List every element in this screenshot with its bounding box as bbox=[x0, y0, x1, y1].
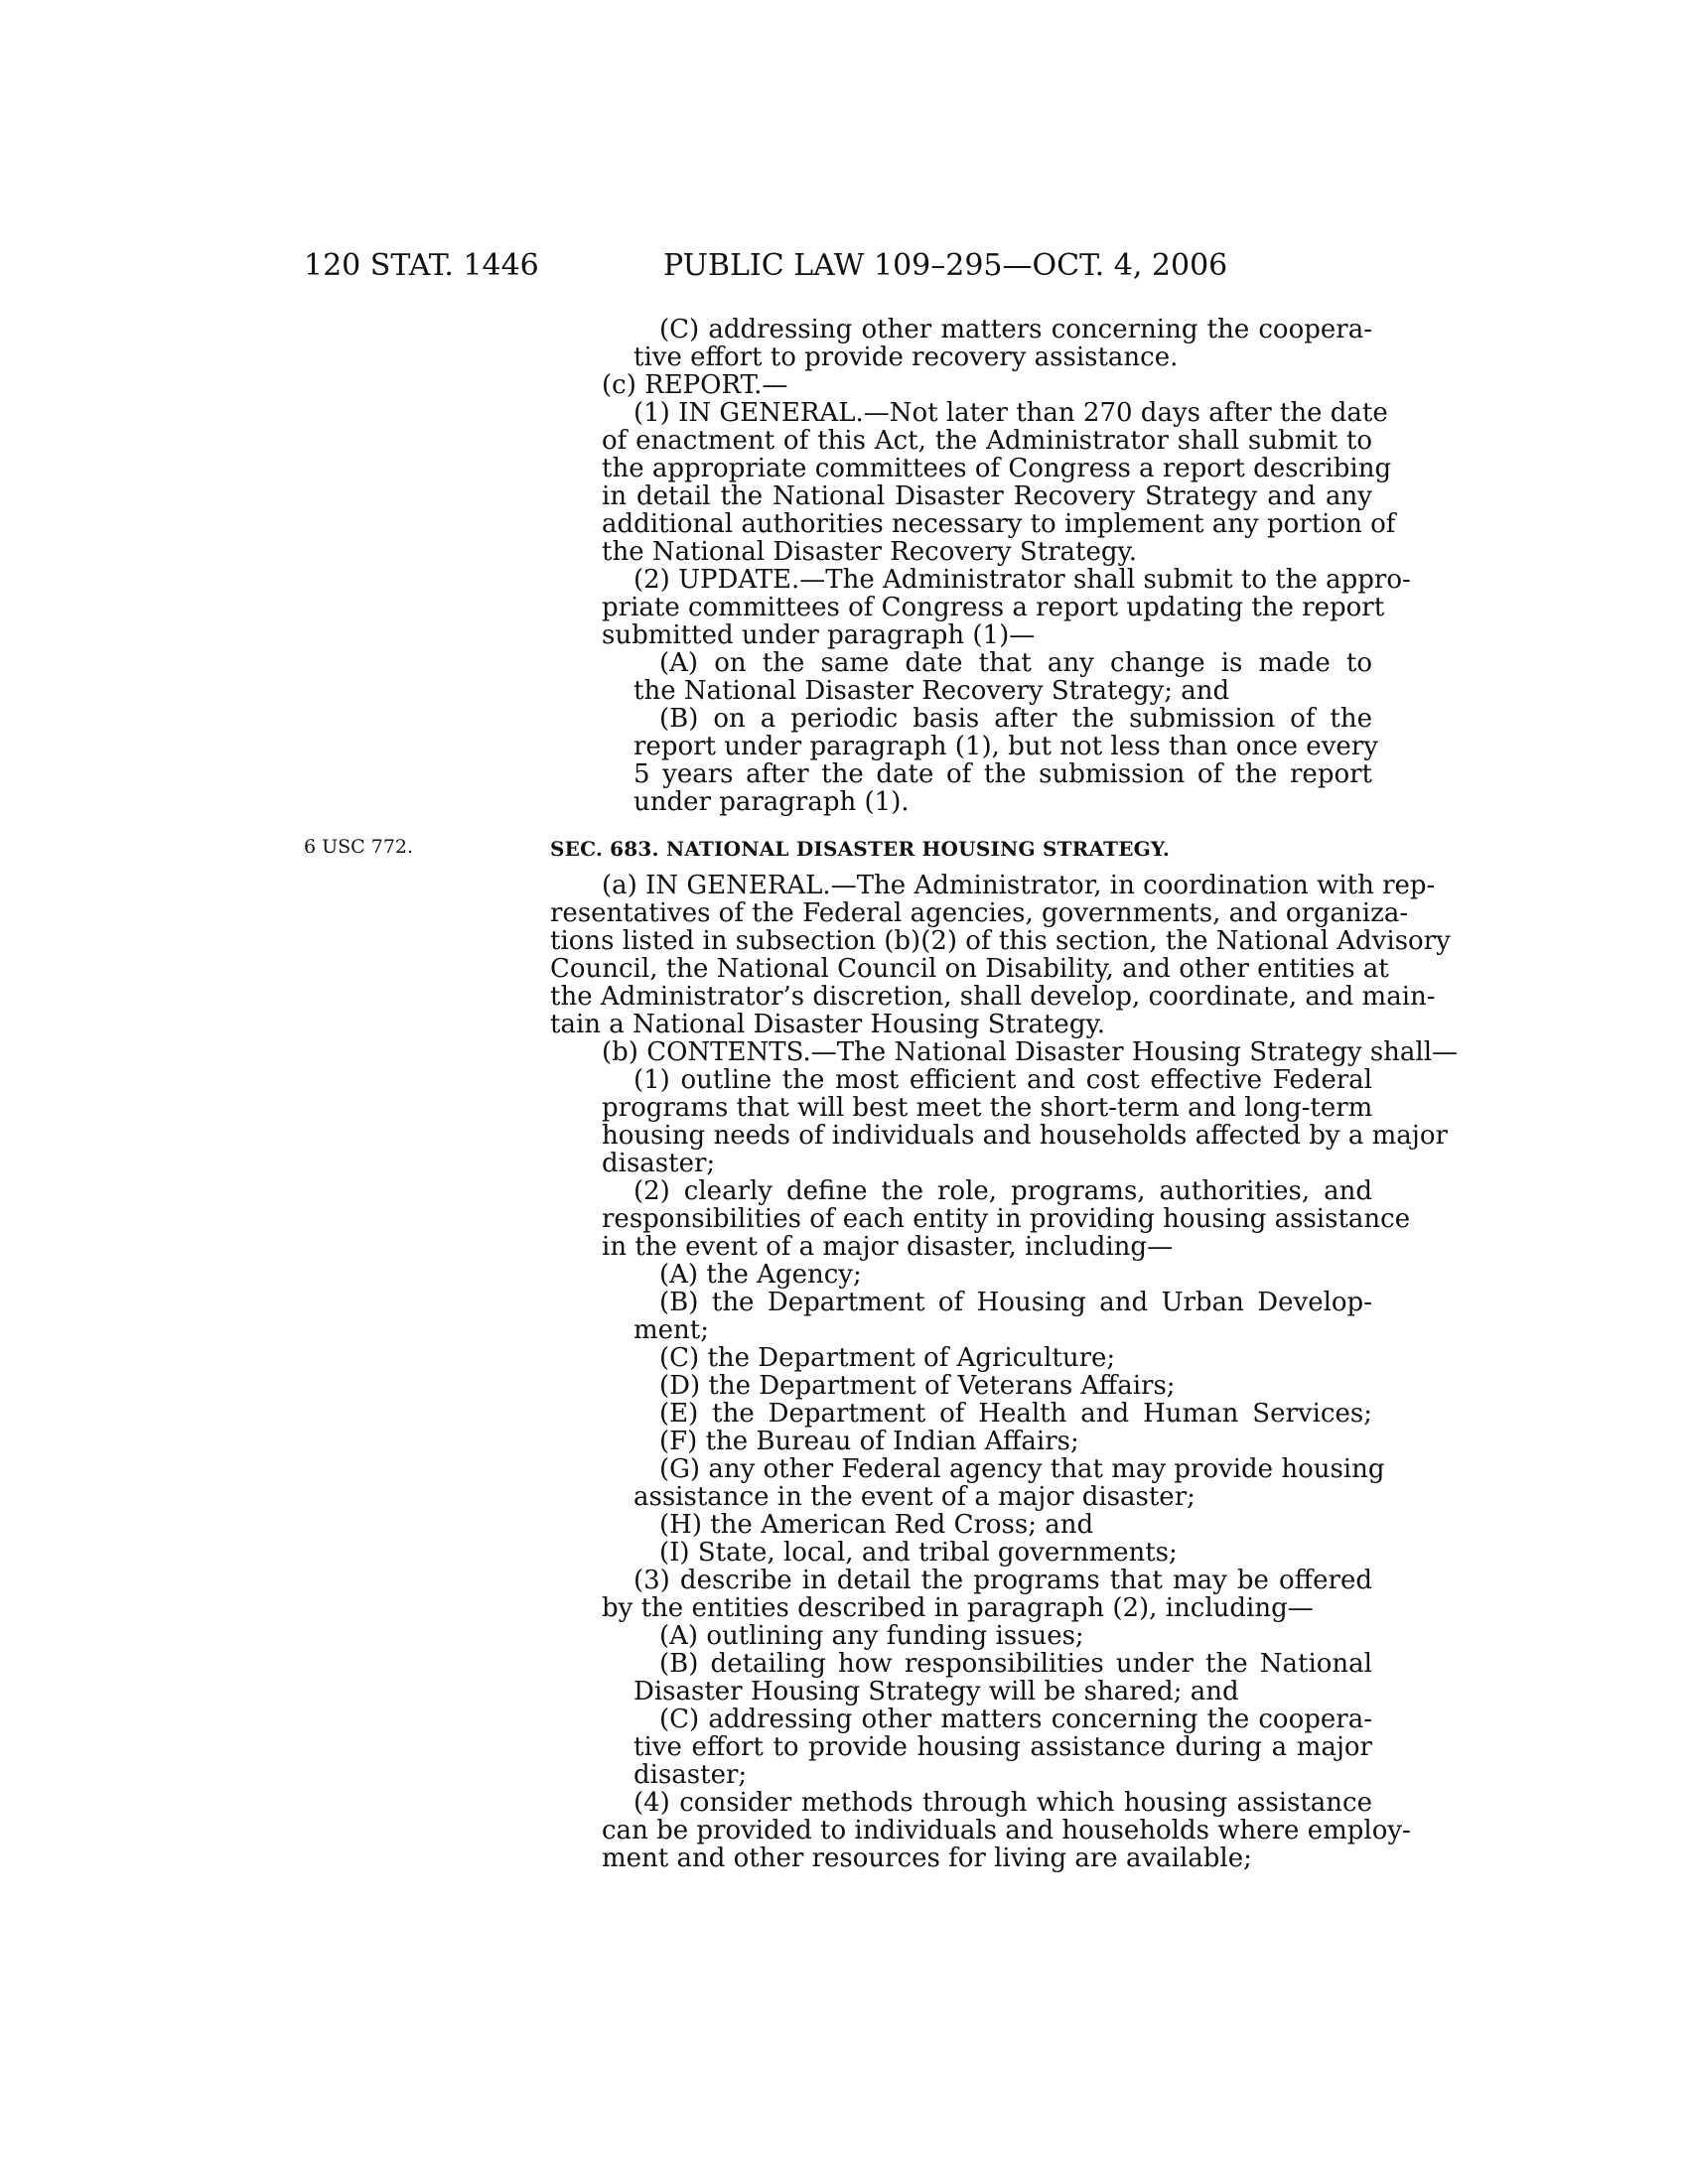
margin-note-usc: 6 USC 772. bbox=[304, 836, 414, 858]
text-line: submitted under paragraph (1)— bbox=[602, 620, 1036, 650]
text-line: can be provided to individuals and households where employ- bbox=[602, 1816, 1411, 1845]
text-line: (a) IN GENERAL.—The Administrator, in coordination with rep- bbox=[602, 871, 1436, 900]
text-line: resentatives of the Federal agencies, governments, and organiza- bbox=[550, 898, 1409, 928]
text-line: (H) the American Red Cross; and bbox=[659, 1510, 1094, 1540]
text-line: the Administrator’s discretion, shall develop, coordinate, and main- bbox=[550, 982, 1436, 1012]
text-line: (C) addressing other matters concerning the coopera- bbox=[659, 1705, 1372, 1734]
text-line: the National Disaster Recovery Strategy; and bbox=[633, 676, 1230, 706]
text-line: (c) REPORT.— bbox=[602, 370, 788, 400]
text-line: (G) any other Federal agency that may provide housing bbox=[659, 1454, 1385, 1484]
text-line: (B) detailing how responsibilities under the National bbox=[659, 1649, 1372, 1679]
text-line: by the entities described in paragraph (2), including— bbox=[602, 1593, 1314, 1623]
text-line: assistance in the event of a major disaster; bbox=[633, 1482, 1196, 1512]
stat-page-number: 120 STAT. 1446 bbox=[304, 248, 539, 283]
text-line: (E) the Department of Health and Human Services; bbox=[659, 1399, 1372, 1429]
text-line: (B) the Department of Housing and Urban Develop- bbox=[659, 1288, 1372, 1317]
text-line: (3) describe in detail the programs that may be offered bbox=[633, 1566, 1372, 1595]
text-line: in the event of a major disaster, including— bbox=[602, 1232, 1174, 1262]
text-line: (C) addressing other matters concerning the coopera- bbox=[659, 315, 1372, 344]
text-line: tive effort to provide housing assistance during a major bbox=[633, 1732, 1372, 1762]
text-line: of enactment of this Act, the Administrator shall submit to bbox=[602, 426, 1372, 456]
text-line: tive effort to provide recovery assistance. bbox=[633, 342, 1179, 372]
text-line: disaster; bbox=[602, 1149, 716, 1178]
text-line: disaster; bbox=[633, 1760, 748, 1790]
text-line: tain a National Disaster Housing Strategy. bbox=[550, 1010, 1105, 1039]
text-line: additional authorities necessary to implement any portion of bbox=[602, 509, 1396, 539]
text-line: (I) State, local, and tribal governments; bbox=[659, 1538, 1178, 1568]
text-line: housing needs of individuals and households affected by a major bbox=[602, 1121, 1448, 1151]
text-line: responsibilities of each entity in providing housing assistance bbox=[602, 1204, 1411, 1234]
text-line: the appropriate committees of Congress a report describing bbox=[602, 454, 1392, 483]
text-line: Council, the National Council on Disability, and other entities at bbox=[550, 954, 1389, 984]
text-line: (A) on the same date that any change is made to bbox=[659, 648, 1372, 678]
text-line: (2) clearly define the role, programs, authorities, and bbox=[633, 1176, 1372, 1206]
section-heading: SEC. 683. NATIONAL DISASTER HOUSING STRATEGY. bbox=[550, 837, 1170, 861]
text-line: (1) IN GENERAL.—Not later than 270 days after the date bbox=[633, 398, 1388, 428]
text-line: tions listed in subsection (b)(2) of this section, the National Advisory bbox=[550, 926, 1451, 956]
text-line: (4) consider methods through which housing assistance bbox=[633, 1788, 1372, 1818]
text-line: report under paragraph (1), but not less than once every bbox=[633, 732, 1378, 761]
text-line: (F) the Bureau of Indian Affairs; bbox=[659, 1427, 1079, 1456]
running-head: PUBLIC LAW 109–295—OCT. 4, 2006 bbox=[663, 248, 1228, 283]
text-line: Disaster Housing Strategy will be shared; and bbox=[633, 1677, 1239, 1706]
text-line: 5 years after the date of the submission of the report bbox=[633, 759, 1372, 789]
text-line: the National Disaster Recovery Strategy. bbox=[602, 537, 1138, 567]
text-line: in detail the National Disaster Recovery Strategy and any bbox=[602, 481, 1372, 511]
text-line: (D) the Department of Veterans Affairs; bbox=[659, 1371, 1176, 1401]
text-line: (2) UPDATE.—The Administrator shall submit to the appro- bbox=[633, 565, 1411, 595]
text-line: (1) outline the most efficient and cost effective Federal bbox=[633, 1065, 1372, 1095]
text-line: (A) the Agency; bbox=[659, 1260, 862, 1290]
text-line: ment; bbox=[633, 1315, 709, 1345]
text-line: under paragraph (1). bbox=[633, 787, 910, 817]
text-line: priate committees of Congress a report updating the report bbox=[602, 593, 1385, 622]
text-line: (A) outlining any funding issues; bbox=[659, 1621, 1084, 1651]
text-line: programs that will best meet the short-term and long-term bbox=[602, 1093, 1373, 1123]
text-line: ment and other resources for living are available; bbox=[602, 1843, 1252, 1873]
text-line: (b) CONTENTS.—The National Disaster Housing Strategy shall— bbox=[602, 1037, 1459, 1067]
text-line: (C) the Department of Agriculture; bbox=[659, 1343, 1116, 1373]
text-line: (B) on a periodic basis after the submission of the bbox=[659, 704, 1372, 734]
